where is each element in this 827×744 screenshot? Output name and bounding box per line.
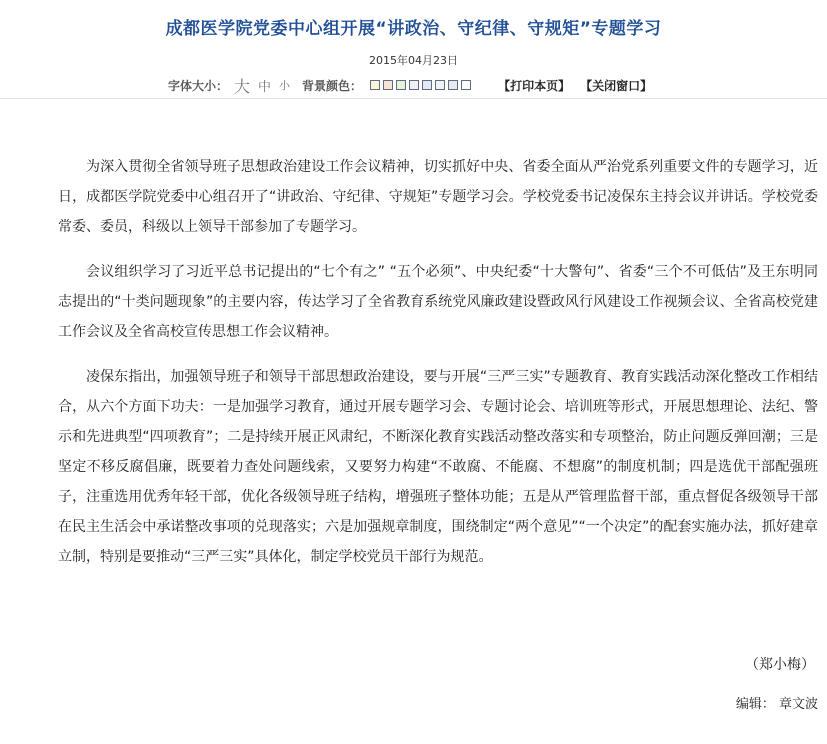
bg-color-swatch-4[interactable] xyxy=(409,80,419,90)
publish-date: 2015年04月23日 xyxy=(369,54,458,67)
bg-color-swatch-2[interactable] xyxy=(383,80,393,90)
bg-color-swatch-7[interactable] xyxy=(448,80,458,90)
font-size-large-button[interactable]: 大 xyxy=(234,76,251,96)
header-divider xyxy=(0,98,827,99)
font-size-medium-button[interactable]: 中 xyxy=(258,79,272,95)
body-paragraph: 凌保东指出，加强领导班子和领导干部思想政治建设，要与开展“三严三实”专题教育、教育实践活动深化整改工作相结合，从六个方面下功夫：一是加强学习教育，通过开展专题学习会、专题讨论会、培训班等形式，开展思想理论、法纪、警示和先进典型“四项教育”；二是持续开展正风肃纪，不断深化教育实践活动整改落实和专项整治，防止问题反弹回潮；三是坚定不移反腐倡廉，既要着力查处问题线索，又要努力构建“不敢腐、不能腐、不想腐”的制度机制；四是选优干部配强班子，注重选用优秀年轻干部，优化各级领导班子结构，增强班子整体功能；五是从严管理监督干部，重点督促各级领导干部在民主生活会中承诺整改事项的兑现落实；六是加强规章制度，围绕制定“两个意见”“一个决定”的配套实施办法，抓好建章立制，特别是要推动“三严三实”具体化，制定学校党员干部行为规范。 xyxy=(58,369,818,565)
font-size-label: 字体大小： xyxy=(168,78,229,93)
article-body xyxy=(58,152,818,587)
bg-color-swatch-6[interactable] xyxy=(435,80,445,90)
body-paragraph: 会议组织学习了习近平总书记提出的“七个有之” “五个必须”、中央纪委“十大警句”、省委“三个不可低估”及王东明同志提出的“十类问题现象”的主要内容，传达学习了全省教育系统党风廉政建设暨政风行风建设工作视频会议、全省高校党建工作会议及全省高校宣传思想工作会议精神。 xyxy=(58,264,818,340)
print-page-link[interactable]: 【打印本页】 xyxy=(498,78,571,93)
bg-color-swatch-8[interactable] xyxy=(461,80,471,90)
body-paragraph: 为深入贯彻全省领导班子思想政治建设工作会议精神，切实抓好中央、省委全面从严治党系列重要文件的专题学习，近日，成都医学院党委中心组召开了“讲政治、守纪律、守规矩”专题学习会。学校党委书记凌保东主持会议并讲话。学校党委常委、委员，科级以上领导干部参加了专题学习。 xyxy=(58,159,818,235)
font-size-small-button[interactable]: 小 xyxy=(279,79,291,92)
article-author: （郑小梅） xyxy=(745,657,815,673)
bg-color-swatch-1[interactable] xyxy=(370,80,380,90)
background-color-label: 背景颜色： xyxy=(302,78,363,93)
close-window-link[interactable]: 【关闭窗口】 xyxy=(580,78,653,93)
bg-color-swatch-3[interactable] xyxy=(396,80,406,90)
background-color-swatches xyxy=(370,80,474,90)
bg-color-swatch-5[interactable] xyxy=(422,80,432,90)
article-toolbar xyxy=(168,74,652,96)
article-editor: 编辑： 章文波 xyxy=(735,697,818,712)
article-title: 成都医学院党委中心组开展“讲政治、守纪律、守规矩”专题学习 xyxy=(165,19,662,39)
